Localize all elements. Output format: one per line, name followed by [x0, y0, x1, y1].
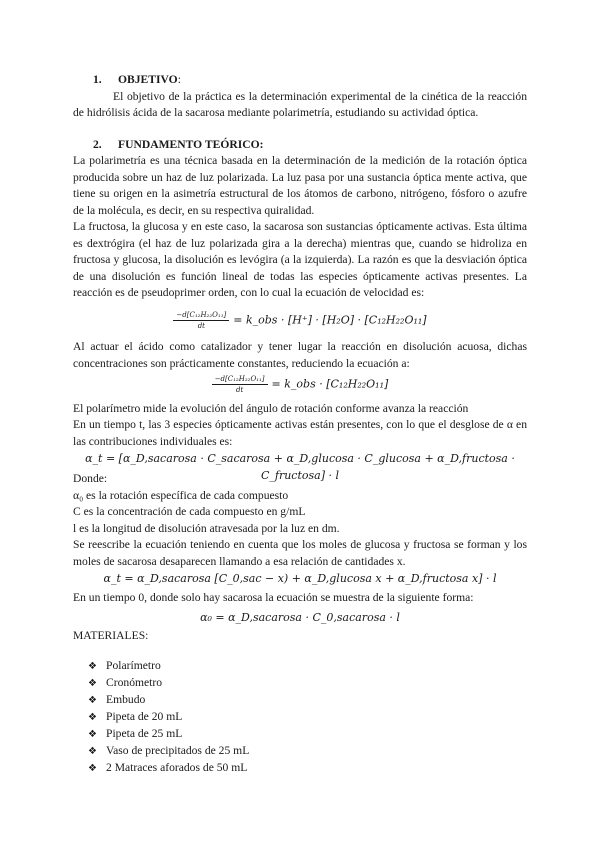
- equation-alpha-0: α₀ = α_D,sacarosa · C_0,sacarosa · l: [200, 611, 400, 624]
- fraction-numerator: −d[C₁₂H₂₂O₁₁]: [173, 310, 229, 321]
- fraction-numerator: −d[C₁₂H₂₂O₁₁]: [212, 374, 268, 385]
- list-item: [88, 725, 249, 742]
- list-item-label: Cronómetro: [106, 676, 163, 689]
- paragraph-reescribe: Se reescribe la ecuación teniendo en cuenta que los moles de glucosa y fructosa se forman y los moles de sacarosa desaparecen llamando a esa relación de cantidades x.: [73, 538, 527, 568]
- fraction: [173, 310, 229, 331]
- list-item: [88, 759, 249, 776]
- list-item-label: Pipeta de 25 mL: [106, 727, 183, 740]
- diamond-bullet-icon: ❖: [88, 695, 97, 706]
- fraction: [212, 374, 268, 395]
- section-title: OBJETIVO: [118, 73, 178, 86]
- paragraph-catalizador: Al actuar el ácido como catalizador y tener lugar la reacción en disolución acuosa, dichas concentraciones son prácticamente constantes, reduciendo la ecuación a:: [73, 340, 527, 370]
- list-item-label: Polarímetro: [106, 659, 161, 672]
- equation-alpha-t: α_t = [α_D,sacarosa · C_sacarosa + α_D,glucosa · C_glucosa + α_D,fructosa · C_fructosa] · l: [85, 452, 515, 482]
- equation-alpha-t-x: α_t = α_D,sacarosa [C_0,sac − x) + α_D,glucosa x + α_D,fructosa x] · l: [103, 572, 497, 585]
- paragraph-sustancias: La fructosa, la glucosa y en este caso, la sacarosa son sustancias ópticamente activas. Esta última es dextrógira (el haz de luz polarizada gira a la derecha) mientras que, cuando se hidroliza en fructosa y glucosa, la disolución es levógira (a la izquierda). La razón es que la desviación óptica de una disolución es función lineal de todas las especies ópticamente activas presentes. La reacción es de pseudoprimer orden, con lo cual la ecuación de velocidad es:: [73, 220, 527, 300]
- section-objetivo: [73, 72, 527, 122]
- section-number: 2.: [93, 138, 102, 151]
- definition-alpha: α₀ es la rotación específica de cada compuesto: [73, 489, 289, 502]
- diamond-bullet-icon: ❖: [88, 661, 97, 672]
- diamond-bullet-icon: ❖: [88, 746, 97, 757]
- objetivo-text: El objetivo de la práctica es la determinación experimental de la cinética de la reacción de hidrólisis ácida de la sacarosa mediante polarimetría, estudiando su actividad óptica.: [73, 89, 527, 120]
- section-title: FUNDAMENTO TEÓRICO:: [118, 138, 264, 151]
- list-item: [88, 657, 249, 674]
- list-item: [88, 708, 249, 725]
- list-item: [88, 674, 249, 691]
- list-item-label: 2 Matraces aforados de 50 mL: [106, 761, 248, 774]
- section-heading: [73, 72, 527, 89]
- paragraph-polarimetria: La polarimetría es una técnica basada en la determinación de la medición de la rotación óptica producida sobre un haz de luz polarizada. La luz pasa por una sustancia óptica mente activa, que tiene su origen en la asimetría estructural de los átomos de carbono, nitrógeno, fósforo o azufre de la molécula, es decir, en su respectiva quiralidad.: [73, 154, 527, 217]
- list-item: [88, 742, 249, 759]
- objetivo-paragraph: [73, 89, 527, 122]
- equation-rate-law: [73, 310, 527, 331]
- definition-length: l es la longitud de disolución atravesada por la luz en dm.: [73, 522, 340, 535]
- paragraph-tiempo-0: En un tiempo 0, donde solo hay sacarosa la ecuación se muestra de la siguiente forma:: [73, 591, 474, 604]
- definition-concentration: C es la concentración de cada compuesto en g/mL: [73, 505, 306, 518]
- diamond-bullet-icon: ❖: [88, 763, 97, 774]
- materials-title: MATERIALES:: [73, 629, 149, 642]
- section-fundamento-heading: [73, 137, 527, 154]
- equation-reduced: [73, 374, 527, 395]
- fraction-denominator: dt: [235, 386, 244, 394]
- equation-rhs: = k_obs · [H⁺] · [H₂O] · [C₁₂H₂₂O₁₁]: [233, 313, 427, 327]
- diamond-bullet-icon: ❖: [88, 678, 97, 689]
- fraction-denominator: dt: [197, 322, 205, 330]
- equation-rhs: = k_obs · [C₁₂H₂₂O₁₁]: [271, 377, 389, 391]
- paragraph-tiempo-t: En un tiempo t, las 3 especies ópticamente activas están presentes, con lo que el desglose de α en las contribuciones individuales es:: [73, 418, 527, 448]
- list-item-label: Embudo: [106, 693, 146, 706]
- diamond-bullet-icon: ❖: [88, 729, 97, 740]
- paragraph-polarimetro: El polarímetro mide la evolución del ángulo de rotación conforme avanza la reacción: [73, 402, 469, 415]
- heading-colon: :: [177, 73, 181, 86]
- materials-list: [88, 657, 249, 776]
- list-item: [88, 691, 249, 708]
- list-item-label: Pipeta de 20 mL: [106, 710, 183, 723]
- diamond-bullet-icon: ❖: [88, 712, 97, 723]
- section-number: 1.: [93, 73, 102, 86]
- list-item-label: Vaso de precipitados de 25 mL: [106, 744, 250, 757]
- paragraph-donde: Donde:: [73, 472, 108, 485]
